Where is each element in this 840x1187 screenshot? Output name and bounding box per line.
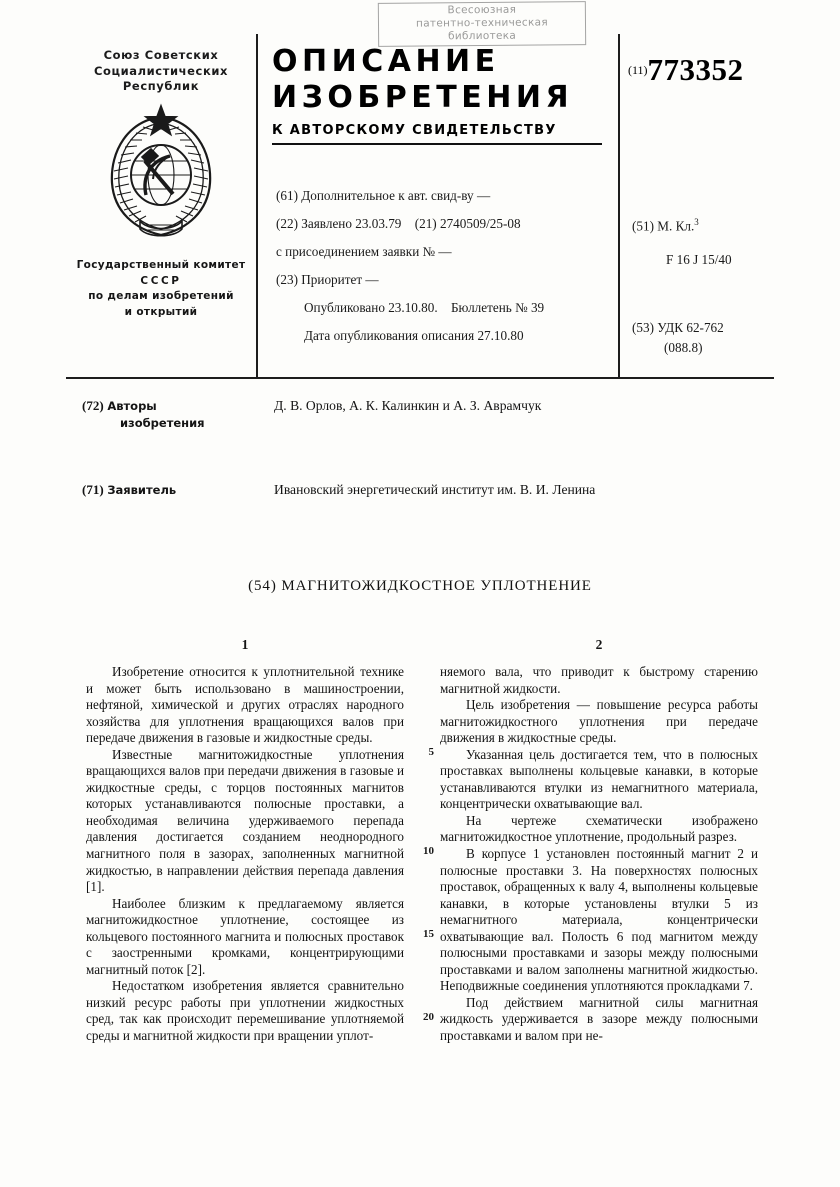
country-line-3: Республик <box>122 79 200 93</box>
applicant-label-line-1: Заявитель <box>107 483 177 497</box>
header-divider-left <box>256 34 258 378</box>
committee-line-4: и открытий <box>124 305 198 318</box>
header-bottom-rule <box>66 377 774 379</box>
bibliographic-center-block <box>276 182 606 350</box>
paragraph: Цель изобретения — повышение ресурса работы магнитожидкостного уплотнения при передаче движения в жидкостные среды. <box>440 697 758 746</box>
field-51-row <box>632 212 832 236</box>
ipc-class: F 16 J 15/40 <box>666 252 732 268</box>
publication-date-text: Дата опубликования описания 27.10.80 <box>304 328 524 343</box>
paragraph: Известные магнитожидкостные уплотнения вращающихся валов при передачи движения в газовые и жидкостные среды, с торцов постоянных магнитов которых устанавливаются полюсные проставки, а необходимая величина удерживаемого перепада давления достигается созданием неоднородного магнитного поля в зазорах, заполненных магнитной жидкостью, в направлении действия перепада давления [1]. <box>86 746 404 895</box>
field-53-row <box>632 318 832 338</box>
bibliographic-right-block <box>632 212 832 358</box>
paragraph: В корпусе 1 установлен постоянный магнит 2 и полюсные проставки 3. На поверхностях полюсных проставок, обращенных к валу 4, выполнены кольцевые канавки, в которые установлены втулки 5 из немагнитного материала, концентрически охватывающие вал. Полость 6 под магнитом между полюсными проставками и зазоры между полюсными проставками и валом заполнены магнитной жидкостью. Неподвижные соединения уплотняются прокладками 7. <box>440 846 758 994</box>
field-61-row <box>276 182 606 210</box>
published-text: Опубликовано 23.10.80. <box>304 300 438 315</box>
committee-line-2: СССР <box>140 274 182 287</box>
applicant-label <box>82 482 258 499</box>
paragraph: Под действием магнитной силы магнитная жидкость удерживается в зазоре между полюсными проставками и валом при не- <box>440 994 758 1044</box>
field-22-text: Заявлено 23.03.79 <box>301 216 402 231</box>
column-number-right: 2 <box>595 637 603 652</box>
library-stamp <box>378 1 586 47</box>
field-22-tag: (22) <box>276 216 298 231</box>
publication-date-row <box>276 322 606 350</box>
line-number: 10 <box>423 845 434 857</box>
field-61-text: Дополнительное к авт. свид-ву — <box>301 188 491 203</box>
invention-title: (54) МАГНИТОЖИДКОСТНОЕ УПЛОТНЕНИЕ <box>248 578 592 594</box>
paragraph: Изобретение относится к уплотнительной технике и может быть использовано в машиностроении, нефтяной, химической и других отраслях народного хозяйства для уплотнения вращающихся валов при передаче движения в газовые и жидкостные среды. <box>86 664 404 746</box>
committee-line-1: Государственный комитет <box>76 259 246 271</box>
stamp-line-3: библиотека <box>448 29 517 43</box>
udk-text: УДК 62-762 <box>657 320 724 336</box>
header-divider-right <box>618 34 620 378</box>
stamp-line-2: патентно-техническая <box>415 16 549 30</box>
field-51-superscript: 3 <box>694 217 699 227</box>
paragraph: Наиболее близким к предлагаемому является магнитожидкостное уплотнение, состоящее из кольцевого постоянного магнита и полюсных проставок с заостренными кромками, концентрирующими магнитный поток [2]. <box>86 895 404 977</box>
applicant-value: Ивановский энергетический институт им. В. И. Ленина <box>274 482 596 497</box>
field-53-tag: (53) <box>632 320 654 336</box>
paragraph: На чертеже схематически изображено магнитожидкостное уплотнение, продольный разрез. <box>440 812 758 845</box>
document-title-block <box>272 44 614 145</box>
field-51-label: М. Кл. <box>657 218 695 234</box>
committee-line-3: по делам изобретений <box>88 290 234 302</box>
title-underline <box>272 143 602 145</box>
applicant-field <box>82 482 722 506</box>
authors-label-line-1: Авторы <box>107 399 157 413</box>
field-21-text: 2740509/25-08 <box>439 216 521 231</box>
body-column-right <box>440 664 758 1045</box>
authors-label-line-2: изобретения <box>120 415 205 430</box>
bulletin-text: Бюллетень № 39 <box>450 300 545 315</box>
paragraph: Недостатком изобретения является сравнительно низкий ресурс работы при уплотнении жидкостных сред, так как происходит перемешивание уплотняемой среды и магнитной жидкости при вращении уплот- <box>86 978 404 1044</box>
paragraph: Указанная цель достигается тем, что в полюсных проставках выполнены кольцевые канавки, в которые устанавливаются втулки из немагнитного материала, концентрически охватывающие вал. <box>440 746 758 812</box>
authors-value: Д. В. Орлов, А. К. Калинкин и А. З. Аврамчук <box>274 398 542 413</box>
title-line-2: ИЗОБРЕТЕНИЯ <box>272 80 574 115</box>
stamp-line-1: Всесоюзная <box>447 3 517 17</box>
field-23-tag: (23) <box>276 272 298 287</box>
field-21-tag: (21) <box>414 216 437 231</box>
body-column-left <box>86 664 404 1045</box>
authors-tag: (72) <box>82 398 104 413</box>
patent-number: 773352 <box>647 52 744 87</box>
country-line-1: Союз Советских <box>103 48 219 62</box>
country-line-2: Социалистических <box>93 63 229 78</box>
authors-field <box>82 398 722 438</box>
line-number: 20 <box>423 1011 434 1023</box>
state-committee-block <box>66 258 256 320</box>
addition-row <box>276 238 606 266</box>
title-line-1: ОПИСАНИЕ <box>272 44 500 79</box>
field-51-tag: (51) <box>632 218 654 234</box>
applicant-tag: (71) <box>82 482 104 497</box>
field-22-row <box>276 210 606 238</box>
document-subtitle: К АВТОРСКОМУ СВИДЕТЕЛЬСТВУ <box>272 123 557 138</box>
authors-label <box>82 398 258 431</box>
published-row <box>276 294 606 322</box>
field-23-row <box>276 266 606 294</box>
field-23-text: Приоритет — <box>301 272 379 287</box>
patent-number-block <box>628 52 744 88</box>
country-name-block <box>70 48 252 95</box>
line-number: 5 <box>428 746 434 758</box>
field-61-tag: (61) <box>276 188 298 203</box>
udk-secondary: (088.8) <box>664 340 703 356</box>
column-number-left: 1 <box>241 637 249 652</box>
ussr-coat-of-arms-icon <box>70 96 252 244</box>
addition-text: с присоединением заявки № — <box>276 244 452 259</box>
patent-number-code: (11) <box>628 63 648 77</box>
paragraph: няемого вала, что приводит к быстрому старению магнитной жидкости. <box>440 664 758 696</box>
line-number: 15 <box>423 928 434 940</box>
